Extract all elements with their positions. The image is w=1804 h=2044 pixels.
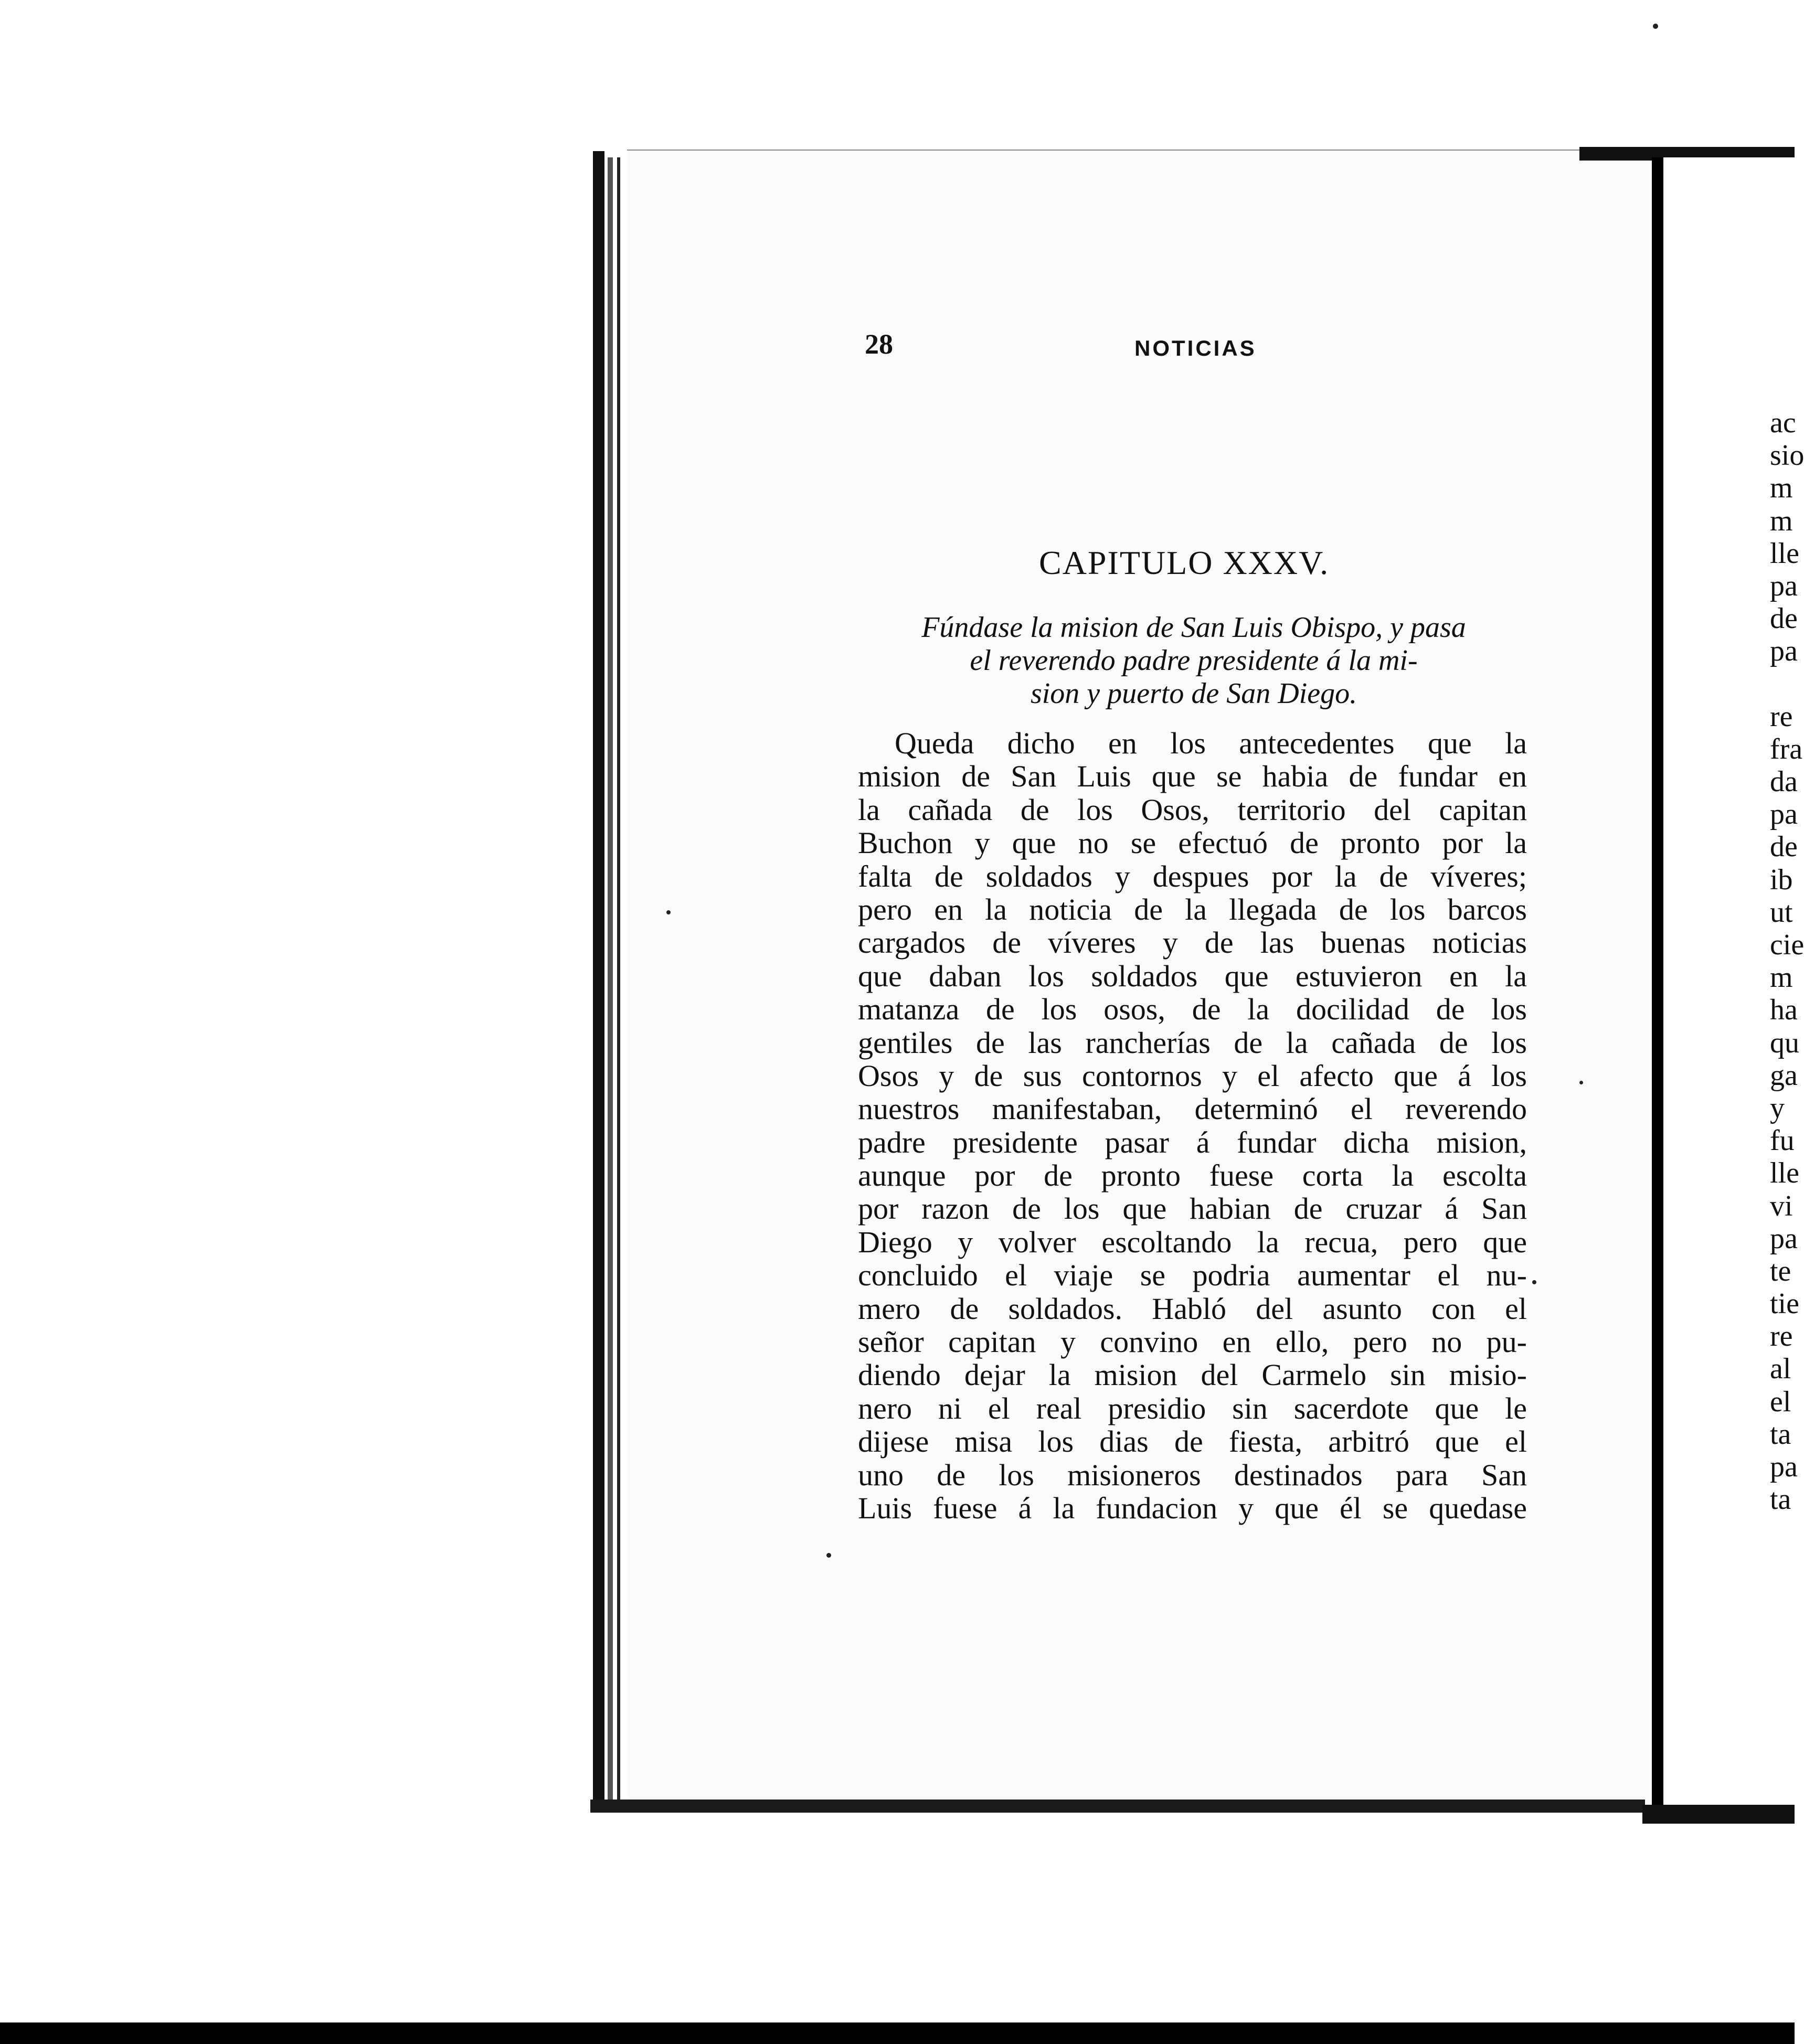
book-edge-line — [617, 157, 620, 1810]
right-fragment: re — [1770, 700, 1793, 733]
paragraph-gap — [1770, 668, 1801, 700]
scan-speck — [1653, 24, 1658, 29]
body-line: cargados de víveres y de las buenas noticias — [858, 925, 1527, 960]
right-fragment: lle — [1770, 537, 1799, 570]
book-edge-outer — [593, 151, 604, 1812]
right-fragment: pa — [1770, 1222, 1798, 1255]
body-line: nero ni el real presidio sin sacerdote que le — [858, 1391, 1527, 1425]
page-bottom-shadow — [590, 1800, 1645, 1813]
right-fragment: sio — [1770, 439, 1804, 472]
right-fragment: m — [1770, 961, 1793, 994]
right-fragment: lle — [1770, 1157, 1799, 1190]
right-fragment: de — [1770, 831, 1798, 864]
scan-bottom-border — [0, 2022, 1795, 2044]
body-line: la cañada de los Osos, territorio del capitan — [858, 792, 1527, 827]
book-spine — [1652, 157, 1663, 1810]
scan-speck — [1579, 1081, 1583, 1084]
right-fragment: m — [1770, 504, 1793, 537]
right-fragment: pa — [1770, 1451, 1798, 1483]
right-fragment: cie — [1770, 929, 1804, 961]
body-line: uno de los misioneros destinados para San — [858, 1457, 1527, 1492]
running-head: NOTICIAS — [1134, 336, 1257, 360]
right-fragment: ut — [1770, 896, 1793, 929]
body-line: aunque por de pronto fuese corta la escolta — [858, 1158, 1527, 1193]
right-fragment: fra — [1770, 732, 1803, 765]
scan-speck — [666, 910, 671, 914]
right-page-bottom-rule — [1642, 1805, 1795, 1824]
right-fragment: y — [1770, 1091, 1785, 1124]
book-edge-inner — [608, 157, 613, 1810]
right-fragment: de — [1770, 602, 1798, 635]
body-line: concluido el viaje se podria aumentar el nu- — [858, 1258, 1527, 1293]
body-line: gentiles de las rancherías de la cañada de los — [858, 1025, 1527, 1060]
scan-speck — [1532, 1280, 1536, 1284]
body-line: Diego y volver escoltando la recua, pero que — [858, 1225, 1527, 1259]
right-fragment: pa — [1770, 569, 1798, 602]
body-line: Buchon y que no se efectuó de pronto por la — [858, 826, 1527, 860]
right-fragment: ta — [1770, 1483, 1791, 1516]
body-line: nuestros manifestaban, determinó el reverendo — [858, 1092, 1527, 1126]
body-line: mision de San Luis que se habia de fundar en — [858, 759, 1527, 794]
body-line: pero en la noticia de la llegada de los barcos — [858, 892, 1527, 927]
right-fragment: ib — [1770, 863, 1793, 896]
body-text — [858, 727, 1527, 1525]
body-line: por razon de los que habian de cruzar á San — [858, 1191, 1527, 1226]
body-line: Luis fuese á la fundacion y que él se quedase — [858, 1491, 1527, 1525]
body-line: dijese misa los dias de fiesta, arbitró que el — [858, 1424, 1527, 1459]
body-line: Osos y de sus contornos y el afecto que á los — [858, 1058, 1527, 1093]
right-fragment: al — [1770, 1353, 1791, 1386]
subtitle-line: sion y puerto de San Diego. — [1030, 677, 1357, 710]
right-fragment: el — [1770, 1385, 1791, 1418]
right-fragment: fu — [1770, 1124, 1795, 1157]
body-line: señor capitan y convino en ello, pero no pu- — [858, 1325, 1527, 1359]
right-fragment: te — [1770, 1254, 1791, 1287]
body-line: mero de soldados. Habló del asunto con el — [858, 1291, 1527, 1326]
right-fragment: qu — [1770, 1026, 1799, 1059]
right-fragment: m — [1770, 472, 1793, 505]
right-fragment: ha — [1770, 994, 1798, 1027]
body-line: falta de soldados y despues por la de víveres; — [858, 859, 1527, 893]
subtitle-line: Fúndase la mision de San Luis Obispo, y pasa — [921, 611, 1466, 644]
right-fragment: ac — [1770, 407, 1796, 439]
right-fragment: vi — [1770, 1189, 1793, 1222]
page-number: 28 — [865, 328, 893, 360]
body-line: que daban los soldados que estuvieron en la — [858, 959, 1527, 993]
right-fragment: tie — [1770, 1287, 1799, 1321]
chapter-title: CAPITULO XXXV. — [1039, 544, 1330, 581]
right-fragment: da — [1770, 765, 1798, 799]
body-line: padre presidente pasar á fundar dicha mision, — [858, 1125, 1527, 1159]
right-fragment: ga — [1770, 1059, 1798, 1092]
body-line: Queda dicho en los antecedentes que la — [895, 726, 1527, 760]
right-page-text-fragments — [1770, 407, 1804, 1516]
body-line: diendo dejar la mision del Carmelo sin misio- — [858, 1358, 1527, 1392]
right-fragment: re — [1770, 1320, 1793, 1353]
right-fragment: pa — [1770, 635, 1798, 668]
scan-speck — [826, 1553, 831, 1558]
right-fragment: ta — [1770, 1418, 1791, 1451]
subtitle-line: el reverendo padre presidente á la mi- — [970, 644, 1418, 677]
right-fragment: pa — [1770, 798, 1798, 831]
chapter-subtitle — [858, 611, 1530, 710]
body-line: matanza de los osos, de la docilidad de los — [858, 992, 1527, 1027]
